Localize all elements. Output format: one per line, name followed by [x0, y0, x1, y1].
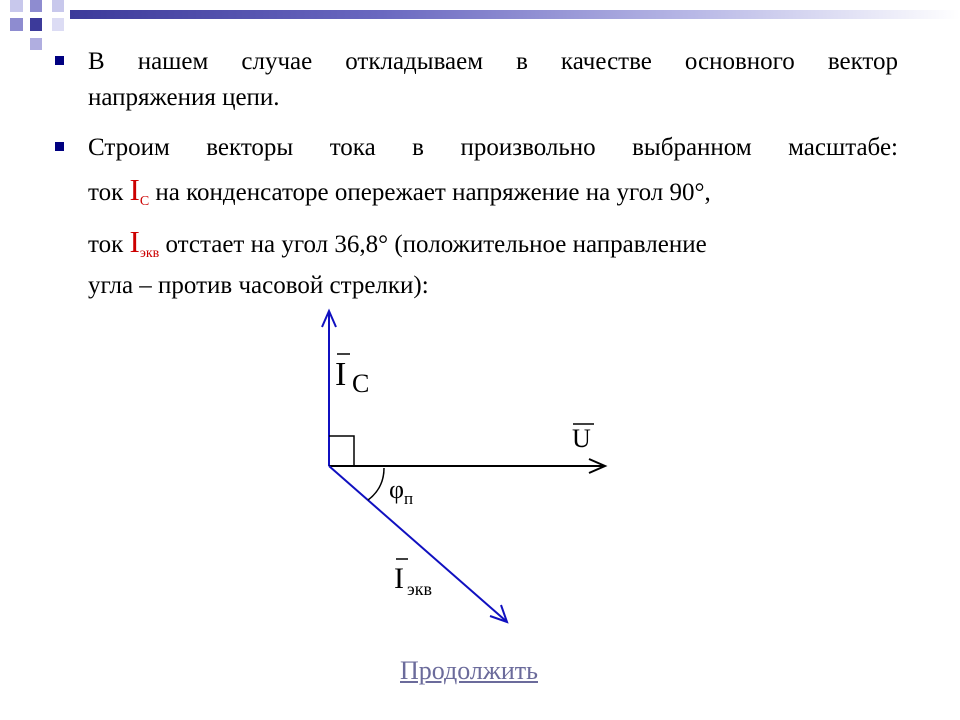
text-fragment: ток	[88, 230, 130, 258]
text-fragment: ток	[88, 178, 130, 206]
symbol-subscript: C	[139, 193, 150, 209]
phi-arc	[368, 468, 384, 500]
iekv-label-sub: экв	[407, 579, 432, 599]
phi-label: φ	[389, 475, 405, 504]
text-line: В нашем случае откладываем в качестве основного вектор	[88, 48, 898, 75]
symbol-letter: I	[129, 171, 140, 207]
text-line: Строим векторы тока в произвольно выбранном масштабе:	[88, 134, 898, 161]
phi-label-sub: п	[404, 489, 414, 508]
u-label: U	[572, 424, 591, 453]
text-fragment: отстает на угол 36,8° (положительное направление	[159, 230, 707, 258]
continue-link[interactable]: Продолжить	[400, 656, 538, 685]
text-fragment: на конденсаторе опережает напряжение на угол 90°,	[149, 178, 711, 206]
text-line: угла – против часовой стрелки):	[88, 271, 429, 299]
ic-label: I	[335, 356, 347, 393]
iekv-label: I	[394, 562, 404, 595]
right-angle-marker	[329, 436, 354, 466]
ic-label-sub: C	[352, 369, 370, 398]
symbol-subscript: экв	[139, 245, 160, 261]
symbol-letter: I	[129, 223, 140, 259]
text-line: напряжения цепи.	[88, 83, 280, 111]
